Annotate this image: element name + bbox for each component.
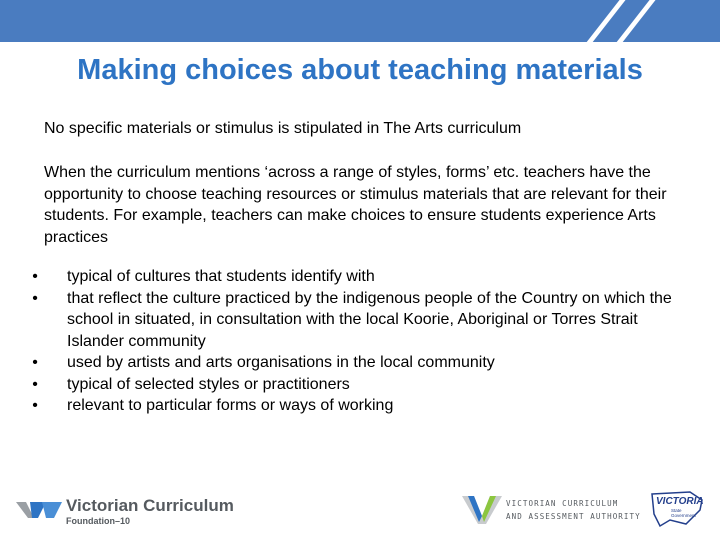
header-stripe xyxy=(603,0,664,42)
list-item xyxy=(28,395,688,417)
bullet-list xyxy=(28,266,688,417)
bullet-icon: • xyxy=(32,268,38,285)
bullet-icon: • xyxy=(32,354,38,371)
victoria-state-government-logo xyxy=(650,490,704,530)
list-item-text: that reflect the culture practiced by the indigenous people of the Country on which the school in situated, in consultation with the local Koorie, Aboriginal or Torres Strait Islander community xyxy=(67,289,672,350)
list-item xyxy=(28,374,688,396)
bullet-icon: • xyxy=(32,375,38,393)
vcaa-v-icon xyxy=(462,494,502,524)
list-item xyxy=(28,352,688,374)
vc-logo-name: Victorian Curriculum xyxy=(66,496,234,515)
vic-logo-text: VICTORIA xyxy=(656,496,704,507)
vic-logo-sub: State Government xyxy=(671,508,696,518)
list-item-text: typical of cultures that students identify with xyxy=(67,268,375,285)
bullet-icon: • xyxy=(32,289,38,307)
list-item xyxy=(28,288,688,353)
vc-logo-sub: Foundation–10 xyxy=(66,516,131,526)
vcaa-line-2: AND ASSESSMENT AUTHORITY xyxy=(506,512,641,521)
list-item-text: relevant to particular forms or ways of working xyxy=(67,397,394,414)
list-item xyxy=(28,266,688,288)
slide-title: Making choices about teaching materials xyxy=(77,54,643,86)
vcaa-line-1: VICTORIAN CURRICULUM xyxy=(506,499,619,508)
list-item-text: used by artists and arts organisations in the local community xyxy=(67,354,495,371)
list-item-text: typical of selected styles or practitioners xyxy=(67,375,350,393)
body-paragraph: When the curriculum mentions ‘across a range of styles, forms’ etc. teachers have the opportunity to choose teaching resources or stimulus materials that are relevant for their students. For example, teachers can make choices to ensure students experience Arts practices xyxy=(44,164,667,246)
vc-chevron-icon xyxy=(16,496,62,526)
bullet-icon: • xyxy=(32,397,38,414)
intro-paragraph: No specific materials or stimulus is stipulated in The Arts curriculum xyxy=(44,120,522,137)
header-bar xyxy=(0,0,720,42)
